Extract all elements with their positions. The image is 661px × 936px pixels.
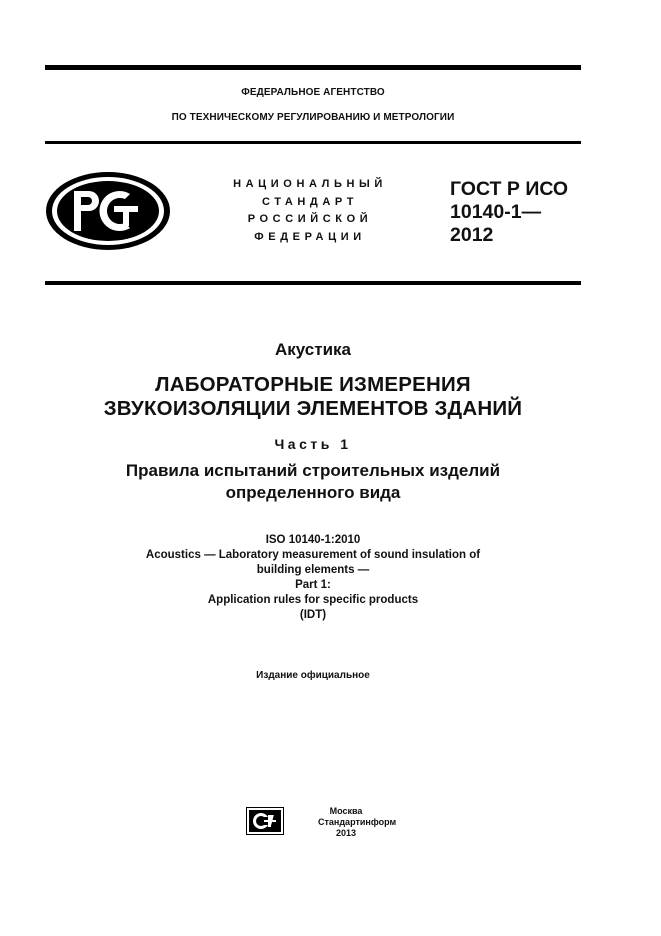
national-line: ФЕДЕРАЦИИ (254, 230, 366, 243)
subtitle (45, 460, 581, 504)
subtitle-line: Правила испытаний строительных изделий (125, 461, 501, 480)
main-title (45, 373, 581, 421)
top-rule (45, 65, 581, 70)
agency-line-1: ФЕДЕРАЛЬНОЕ АГЕНТСТВО (241, 87, 385, 98)
publisher-city: Москва (329, 806, 363, 816)
standartinform-logo-icon (246, 807, 284, 835)
iso-line: Acoustics — Laboratory measurement of sound insulation of (145, 549, 481, 561)
rst-certification-logo-icon (44, 170, 172, 252)
standard-number-line: 2012 (450, 224, 494, 246)
agency-line-2: ПО ТЕХНИЧЕСКОМУ РЕГУЛИРОВАНИЮ И МЕТРОЛОГИИ (171, 112, 455, 123)
subtitle-line: определенного вида (225, 483, 401, 502)
field-title: Акустика (274, 340, 351, 359)
publisher-block (318, 806, 397, 839)
national-line: НАЦИОНАЛЬНЫЙ (233, 178, 387, 190)
edition-label: Издание официальное (256, 670, 370, 681)
part-label: Часть 1 (274, 436, 352, 452)
iso-line: (IDT) (299, 609, 327, 621)
national-line: СТАНДАРТ (261, 195, 359, 208)
main-title-line: ЛАБОРАТОРНЫЕ ИЗМЕРЕНИЯ (155, 373, 471, 396)
iso-reference (45, 533, 581, 623)
publisher-year: 2013 (335, 828, 357, 838)
iso-line: Part 1: (295, 579, 331, 591)
national-standard-block (210, 176, 410, 246)
iso-line: ISO 10140-1:2010 (265, 534, 361, 546)
iso-line: Application rules for specific products (207, 594, 419, 606)
iso-line: building elements — (256, 564, 370, 576)
middle-rule (45, 141, 581, 144)
bottom-rule (45, 281, 581, 285)
publisher-name: Стандартинформ (318, 817, 397, 827)
standard-number-line: ГОСТ Р ИСО (450, 178, 569, 200)
national-line: РОССИЙСКОЙ (247, 213, 373, 225)
main-title-line: ЗВУКОИЗОЛЯЦИИ ЭЛЕМЕНТОВ ЗДАНИЙ (103, 397, 523, 420)
standard-number-line: 10140-1— (450, 201, 542, 223)
standard-number (450, 178, 568, 247)
